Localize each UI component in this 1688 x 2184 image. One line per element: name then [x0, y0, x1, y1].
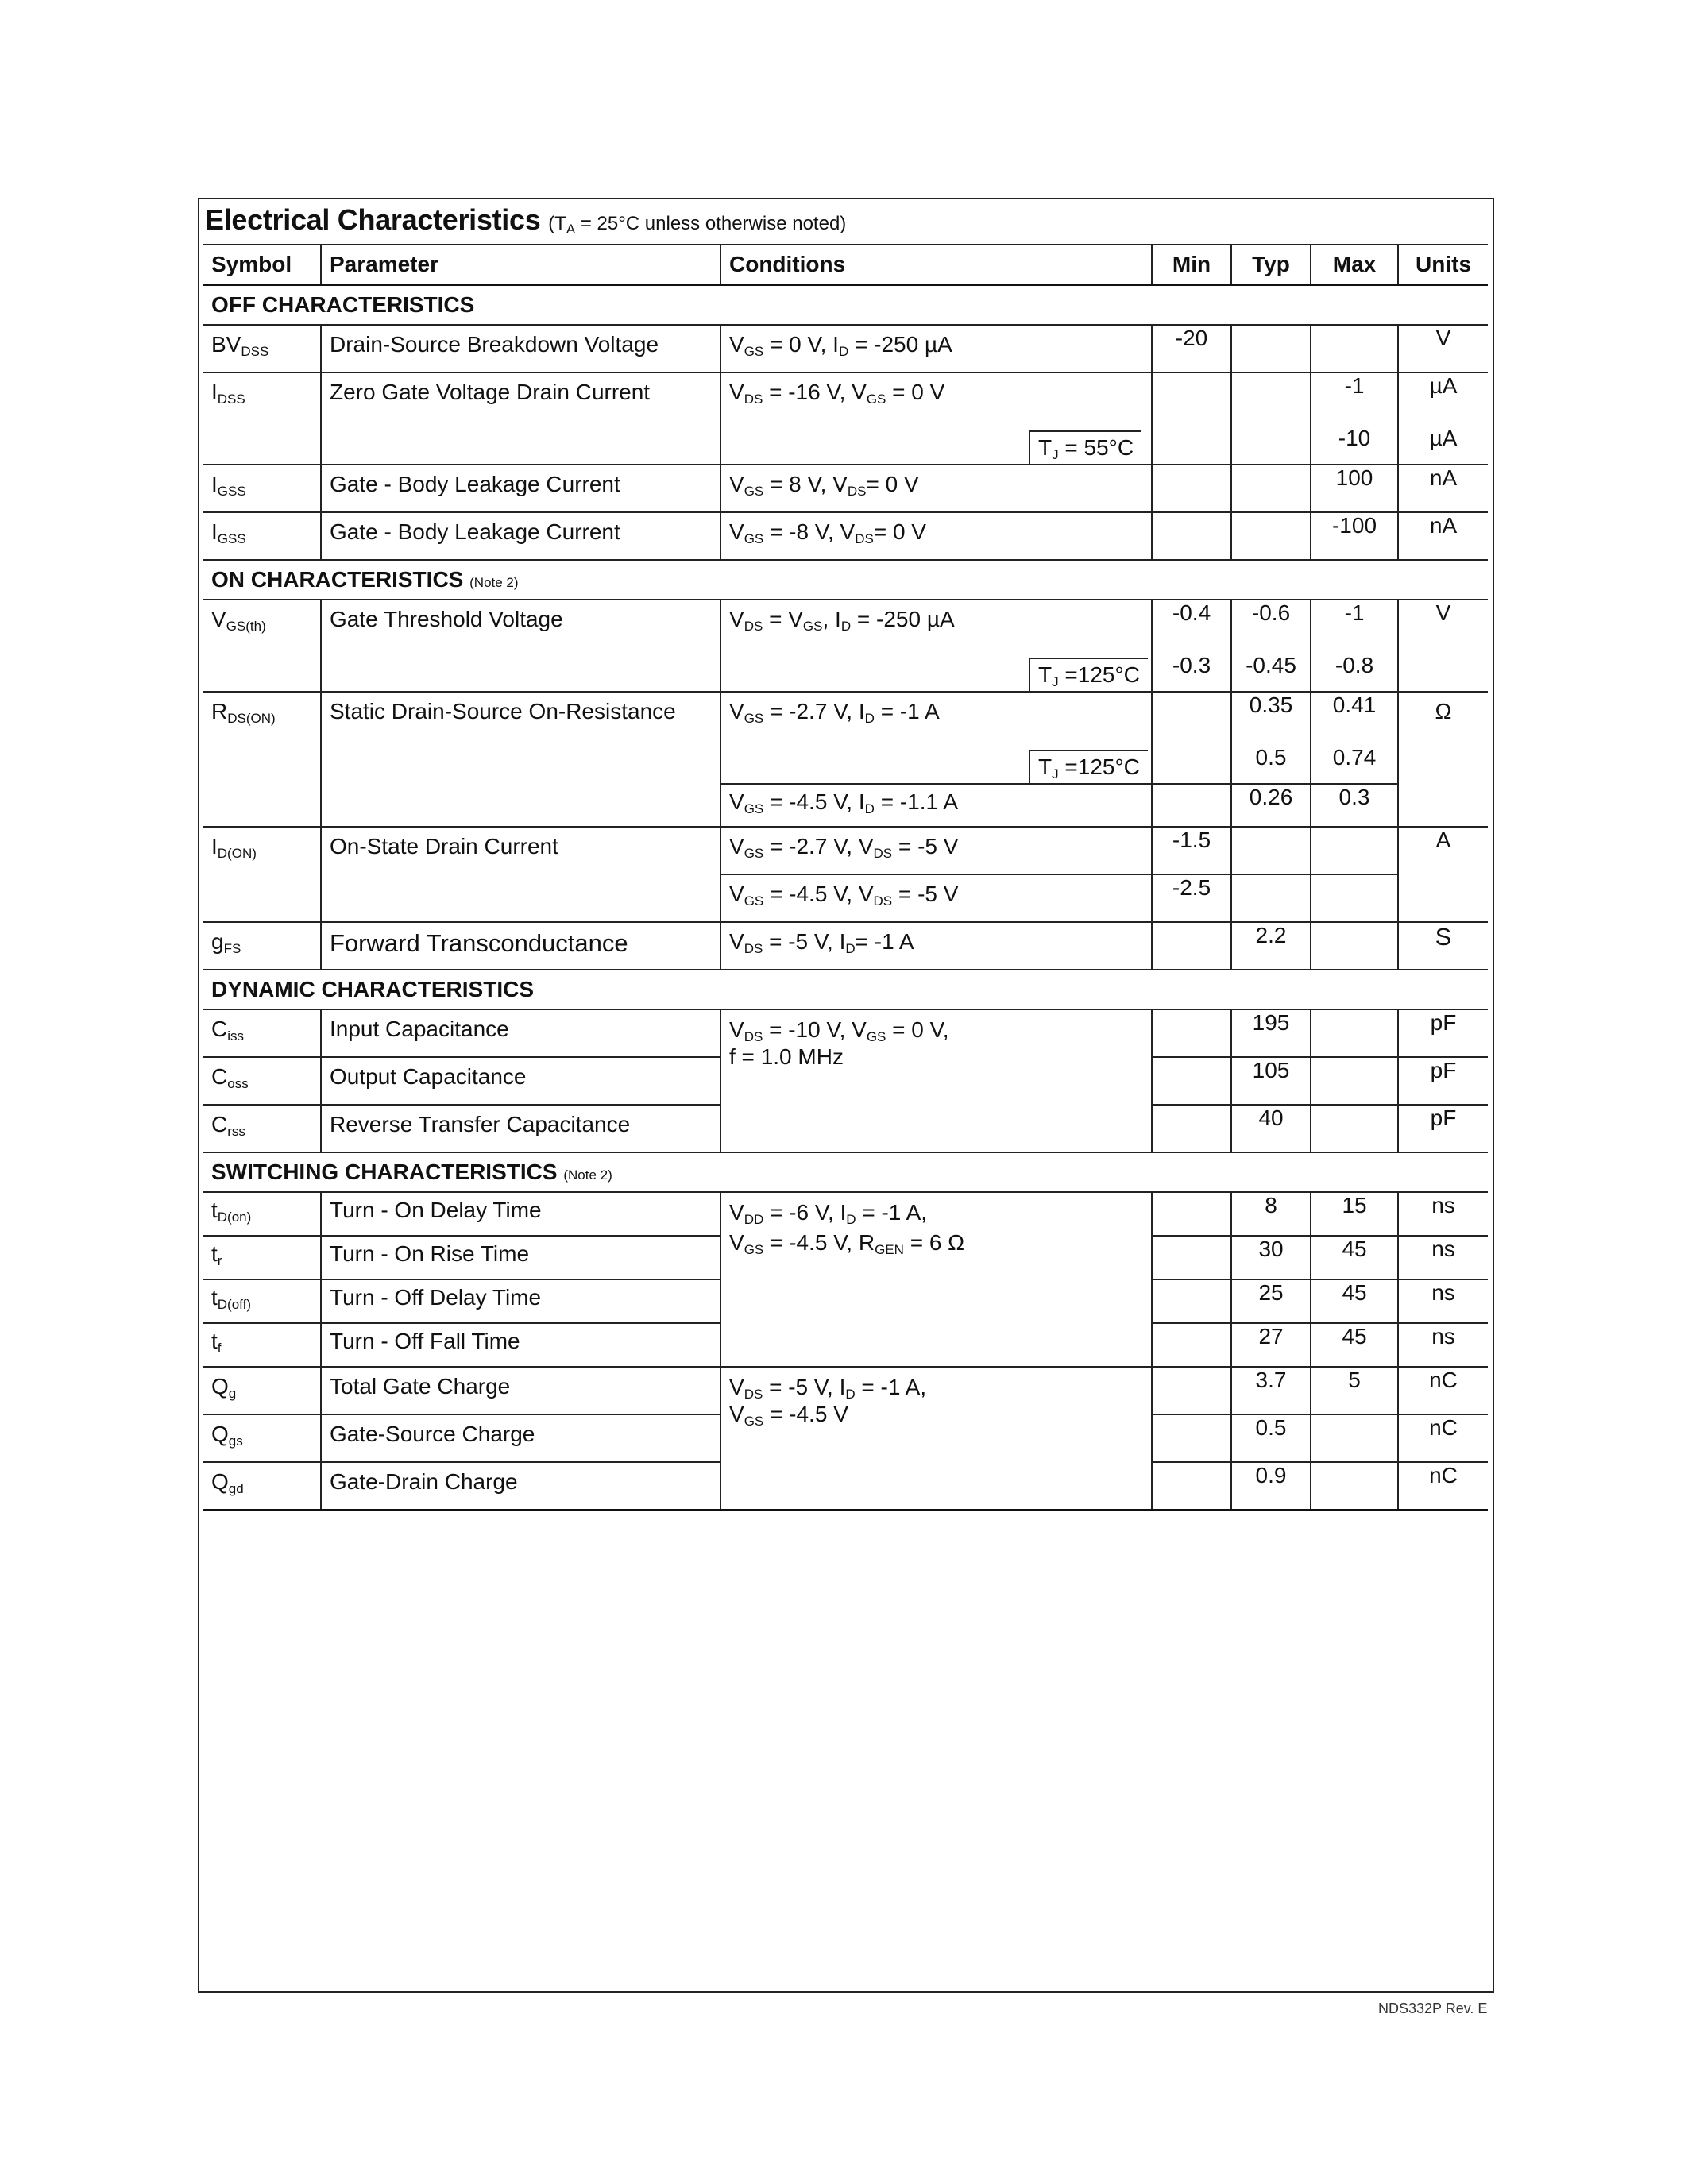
- max-rdson-b: 0.3: [1311, 784, 1398, 827]
- cond-rdson-a: $V_{GS} = -2.7$ V, $I_D = -1$ A: [720, 692, 1152, 739]
- param-idss: Zero Gate Voltage Drain Current: [321, 372, 720, 465]
- header-units: Units: [1398, 245, 1488, 285]
- min-vgsth: -0.4: [1152, 600, 1231, 646]
- min-bvdss: -20: [1152, 325, 1231, 372]
- header-max: Max: [1311, 245, 1398, 285]
- typ-ciss: 195: [1231, 1009, 1311, 1057]
- max-qg: 5: [1311, 1367, 1398, 1414]
- symbol-idss: $I_{DSS}$: [203, 372, 321, 465]
- table-title: [205, 203, 846, 237]
- header-symbol: Symbol: [211, 252, 292, 276]
- symbol-bvdss: $BV_{DSS}$: [211, 332, 269, 359]
- param-vgsth: Gate Threshold Voltage: [321, 600, 720, 692]
- symbol-tdoff: $t_{D(off)}$: [211, 1285, 251, 1312]
- typ-rdson-b: 0.26: [1231, 784, 1311, 827]
- header-min: Min: [1152, 245, 1231, 285]
- cond-idss: $V_{DS} = -16$ V, $V_{GS} = 0$ V: [720, 372, 1152, 419]
- row-vgsth: [203, 600, 1488, 646]
- section-switching-note: (Note 2): [563, 1167, 612, 1183]
- symbol-tdon: $t_{D(on)}$: [211, 1198, 252, 1225]
- typ-qgs: 0.5: [1231, 1414, 1311, 1462]
- section-on-note: (Note 2): [469, 575, 519, 590]
- section-off-label: OFF CHARACTERISTICS: [211, 292, 475, 317]
- symbol-igss-forward: $I_{GSS}$: [211, 472, 246, 499]
- unit-qg: nC: [1398, 1367, 1488, 1414]
- max-tdoff: 45: [1311, 1279, 1398, 1323]
- row-igss-reverse: [203, 512, 1488, 560]
- param-crss: Reverse Transfer Capacitance: [321, 1105, 720, 1152]
- unit-idon: A: [1398, 827, 1488, 922]
- unit-idss-55: µA: [1398, 419, 1488, 465]
- max-tr: 45: [1311, 1236, 1398, 1279]
- section-on-label: ON CHARACTERISTICS: [211, 567, 464, 592]
- symbol-qgs: $Q_{gs}$: [211, 1422, 243, 1449]
- revision-footer: NDS332P Rev. E: [1378, 2001, 1488, 2016]
- cond-vgsth: $V_{DS} = V_{GS}$, $I_D = -250$ µA: [720, 600, 1152, 646]
- typ-crss: 40: [1231, 1105, 1311, 1152]
- symbol-gfs: $g_{FS}$: [211, 929, 241, 956]
- typ-rdson: 0.35: [1231, 692, 1311, 739]
- param-tf: Turn - Off Fall Time: [321, 1323, 720, 1367]
- param-bvdss: Drain-Source Breakdown Voltage: [321, 325, 720, 372]
- typ-gfs: 2.2: [1231, 922, 1311, 970]
- param-qg: Total Gate Charge: [321, 1367, 720, 1414]
- unit-qgs: nC: [1398, 1414, 1488, 1462]
- min-vgsth-125: -0.3: [1152, 646, 1231, 692]
- unit-igss-forward: nA: [1398, 465, 1488, 512]
- row-bvdss: [203, 325, 1488, 372]
- electrical-characteristics-table: [203, 244, 1488, 1511]
- unit-idss: µA: [1398, 372, 1488, 419]
- typ-tdoff: 25: [1231, 1279, 1311, 1323]
- section-on: [203, 560, 1488, 600]
- max-rdson: 0.41: [1311, 692, 1398, 739]
- row-rdson: [203, 692, 1488, 739]
- title-conditions: ($T_A = 25^\circ C$ unless otherwise noted): [548, 213, 847, 237]
- row-igss-forward: [203, 465, 1488, 512]
- symbol-tf: $t_f$: [211, 1329, 222, 1356]
- unit-tdoff: ns: [1398, 1279, 1488, 1323]
- header-typ: Typ: [1231, 245, 1311, 285]
- title-main: Electrical Characteristics: [205, 203, 541, 236]
- cond-gfs: $V_{DS} = -5$ V, $I_D= -1$ A: [720, 922, 1152, 970]
- unit-coss: pF: [1398, 1057, 1488, 1105]
- unit-igss-reverse: nA: [1398, 512, 1488, 560]
- param-tdoff: Turn - Off Delay Time: [321, 1279, 720, 1323]
- param-igss-reverse: Gate - Body Leakage Current: [321, 512, 720, 560]
- typ-tf: 27: [1231, 1323, 1311, 1367]
- symbol-coss: $C_{oss}$: [211, 1064, 249, 1091]
- param-tr: Turn - On Rise Time: [321, 1236, 720, 1279]
- typ-tr: 30: [1231, 1236, 1311, 1279]
- row-gfs: [203, 922, 1488, 970]
- max-tdon: 15: [1311, 1192, 1398, 1236]
- row-idon-a: [203, 827, 1488, 874]
- typ-tdon: 8: [1231, 1192, 1311, 1236]
- min-idon-a: -1.5: [1152, 827, 1231, 874]
- max-igss-forward: 100: [1311, 465, 1398, 512]
- header-conditions: Conditions: [720, 245, 1152, 285]
- cond-igss-reverse: $V_{GS} = -8$ V, $V_{DS}= 0$ V: [720, 512, 1152, 560]
- param-coss: Output Capacitance: [321, 1057, 720, 1105]
- param-qgs: Gate-Source Charge: [321, 1414, 720, 1462]
- param-ciss: Input Capacitance: [321, 1009, 720, 1057]
- typ-qg: 3.7: [1231, 1367, 1311, 1414]
- max-vgsth-125: -0.8: [1311, 646, 1398, 692]
- max-idss-55: -10: [1311, 419, 1398, 465]
- symbol-vgsth: $V_{GS(th)}$: [203, 600, 321, 692]
- unit-bvdss: V: [1398, 325, 1488, 372]
- param-gfs: Forward Transconductance: [321, 922, 720, 970]
- typ-coss: 105: [1231, 1057, 1311, 1105]
- unit-rdson: Ω: [1398, 692, 1488, 827]
- unit-tf: ns: [1398, 1323, 1488, 1367]
- typ-vgsth-125: -0.45: [1231, 646, 1311, 692]
- header-parameter: Parameter: [321, 245, 720, 285]
- row-qg: [203, 1367, 1488, 1414]
- param-qgd: Gate-Drain Charge: [321, 1462, 720, 1511]
- symbol-qgd: $Q_{gd}$: [211, 1469, 244, 1496]
- max-vgsth: -1: [1311, 600, 1398, 646]
- unit-crss: pF: [1398, 1105, 1488, 1152]
- section-dynamic-label: DYNAMIC CHARACTERISTICS: [211, 977, 534, 1001]
- max-idss: -1: [1311, 372, 1398, 419]
- cond-bvdss: $V_{GS} = 0$ V, $I_D = -250$ µA: [720, 325, 1152, 372]
- cond-idon-a: $V_{GS} = -2.7$ V, $V_{DS} = -5$ V: [720, 827, 1152, 874]
- max-rdson-125: 0.74: [1311, 739, 1398, 784]
- max-igss-reverse: -100: [1311, 512, 1398, 560]
- typ-rdson-125: 0.5: [1231, 739, 1311, 784]
- row-tdon: [203, 1192, 1488, 1236]
- param-rdson: Static Drain-Source On-Resistance: [321, 692, 720, 827]
- unit-tdon: ns: [1398, 1192, 1488, 1236]
- cond-gate-charge: $V_{DS} = -5$ V, $I_D = -1$ A, $V_{GS} = -4.5$ V: [720, 1367, 1152, 1511]
- row-ciss: [203, 1009, 1488, 1057]
- symbol-idon: $I_{D(ON)}$: [203, 827, 321, 922]
- symbol-ciss: $C_{iss}$: [211, 1017, 245, 1044]
- cond-tj55: $T_J = 55^\circ C$: [1029, 430, 1141, 464]
- section-switching: [203, 1152, 1488, 1192]
- cond-idon-b: $V_{GS} = -4.5$ V, $V_{DS} = -5$ V: [720, 874, 1152, 922]
- cond-dynamic: $V_{DS} = -10$ V, $V_{GS} = 0$ V, f = 1.0 MHz: [720, 1009, 1152, 1152]
- param-igss-forward: Gate - Body Leakage Current: [321, 465, 720, 512]
- unit-vgsth: V: [1398, 600, 1488, 692]
- row-idss: [203, 372, 1488, 419]
- symbol-rdson: $R_{DS(ON)}$: [203, 692, 321, 827]
- symbol-tr: $t_r$: [211, 1241, 222, 1268]
- symbol-crss: $C_{rss}$: [211, 1112, 245, 1139]
- param-tdon: Turn - On Delay Time: [321, 1192, 720, 1236]
- section-dynamic: [203, 970, 1488, 1009]
- cond-tj125-rdson: $T_J =125^\circ C$: [1029, 750, 1148, 783]
- unit-tr: ns: [1398, 1236, 1488, 1279]
- max-tf: 45: [1311, 1323, 1398, 1367]
- param-idon: On-State Drain Current: [321, 827, 720, 922]
- cond-switching: $V_{DD} = -6$ V, $I_D = -1$ A, $V_{GS} = -4.5$ V, $R_{GEN} = 6$ Ω: [720, 1192, 1152, 1367]
- unit-ciss: pF: [1398, 1009, 1488, 1057]
- section-switching-label: SWITCHING CHARACTERISTICS: [211, 1160, 558, 1184]
- cond-tj125-vgsth: $T_J =125^\circ C$: [1029, 658, 1148, 691]
- cond-igss-forward: $V_{GS} = 8$ V, $V_{DS}= 0$ V: [720, 465, 1152, 512]
- typ-qgd: 0.9: [1231, 1462, 1311, 1511]
- cond-rdson-b: $V_{GS} = -4.5$ V, $I_D = -1.1$ A: [720, 784, 1152, 827]
- symbol-qg: $Q_g$: [211, 1374, 237, 1401]
- min-idon-b: -2.5: [1152, 874, 1231, 922]
- header-row: [203, 245, 1488, 285]
- unit-gfs: S: [1398, 922, 1488, 970]
- symbol-igss-reverse: $I_{GSS}$: [211, 519, 246, 546]
- section-off: [203, 285, 1488, 326]
- typ-vgsth: -0.6: [1231, 600, 1311, 646]
- unit-qgd: nC: [1398, 1462, 1488, 1511]
